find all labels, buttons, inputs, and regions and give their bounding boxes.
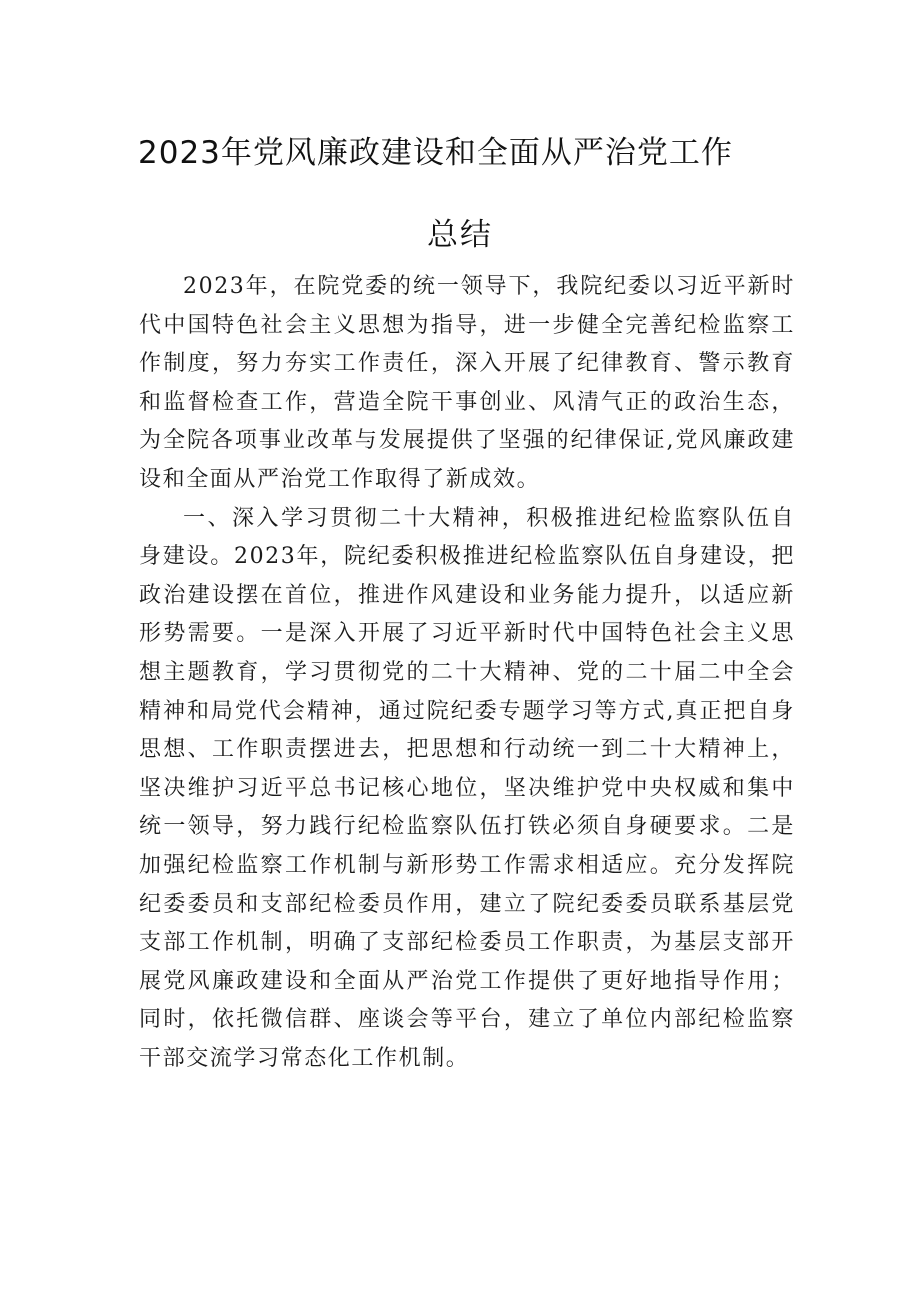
paragraph-intro: 2023年，在院党委的统一领导下，我院纪委以习近平新时代中国特色社会主义思想为指导，进一步健全完善纪检监察工作制度，努力夯实工作责任，深入开展了纪律教育、警示教育和监督检查工作，营造全院干事创业、风清气正的政治生态，为全院各项事业改革与发展提供了坚强的纪律保证,党风廉政建设和全面从严治党工作取得了新成效。 — [139, 274, 795, 492]
paragraph-section-one: 一、深入学习贯彻二十大精神，积极推进纪检监察队伍自身建设。2023年，院纪委积极推进纪检监察队伍自身建设，把政治建设摆在首位，推进作风建设和业务能力提升，以适应新形势需要。一是深入开展了习近平新时代中国特色社会主义思想主题教育，学习贯彻党的二十大精神、党的二十届二中全会精神和局党代会精神，通过院纪委专题学习等方式,真正把自身思想、工作职责摆进去，把思想和行动统一到二十大精神上，坚决维护习近平总书记核心地位，坚决维护党中央权威和集中统一领导，努力践行纪检监察队伍打铁必须自身硬要求。二是加强纪检监察工作机制与新形势工作需求相适应。充分发挥院纪委委员和支部纪检委员作用，建立了院纪委委员联系基层党支部工作机制，明确了支部纪检委员工作职责，为基层支部开展党风廉政建设和全面从严治党工作提供了更好地指导作用；同时，依托微信群、座谈会等平台，建立了单位内部纪检监察干部交流学习常态化工作机制。 — [139, 505, 795, 1071]
document-title-continued: 总结 — [427, 217, 493, 253]
document-body — [139, 268, 795, 1078]
document-title: 2023年党风廉政建设和全面从严治党工作 — [138, 135, 733, 171]
